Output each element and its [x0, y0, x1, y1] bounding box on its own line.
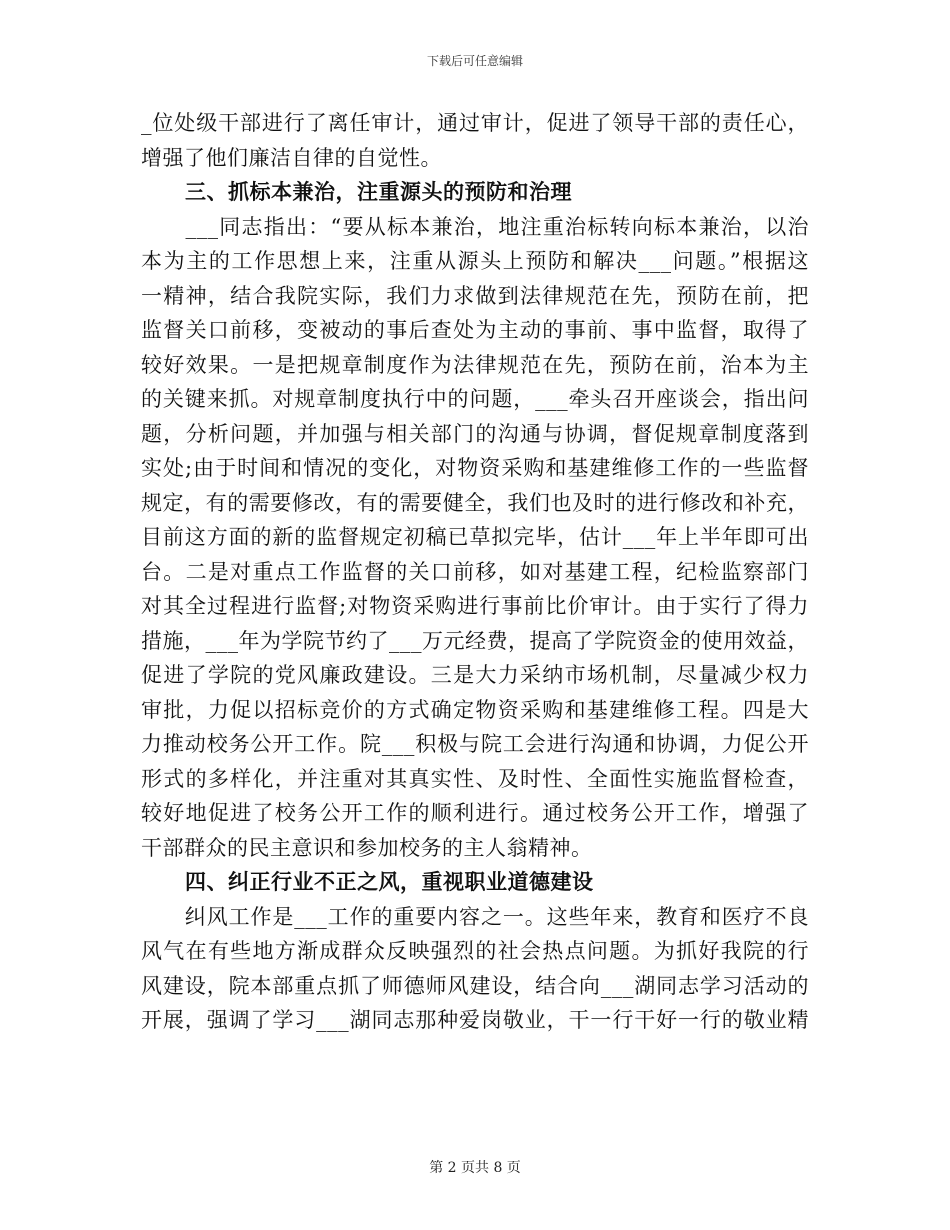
- text-line: _位处级干部进行了离任审计，通过审计，促进了领导干部的责任心，: [141, 111, 809, 135]
- text-line: 增强了他们廉洁自律的自觉性。: [141, 145, 442, 170]
- document-body: [141, 106, 809, 1038]
- text-line: 本为主的工作思想上来，注重从源头上预防和解决___问题。”根据这: [141, 249, 809, 273]
- text-line: ___同志指出：“要从标本兼治，地注重治标转向标本兼治，以治: [141, 214, 809, 239]
- text-line: 较好地促进了校务公开工作的顺利进行。通过校务公开工作，增强了: [141, 801, 809, 825]
- text-line: 监督关口前移，变被动的事后查处为主动的事前、事中监督，取得了: [141, 318, 809, 342]
- text-line: 形式的多样化，并注重对其真实性、及时性、全面性实施监督检查，: [141, 766, 809, 791]
- text-line: 措施，___年为学院节约了___万元经费，提高了学院资金的使用效益，: [141, 628, 809, 653]
- page-footer: 第 2 页共 8 页: [429, 1160, 521, 1176]
- text-line: 台。二是对重点工作监督的关口前移，如对基建工程，纪检监察部门: [141, 559, 809, 584]
- text-line: 实处;由于时间和情况的变化，对物资采购和基建维修工作的一些监督: [141, 456, 809, 480]
- text-line: 开展，强调了学习___湖同志那种爱岗敬业，干一行干好一行的敬业精: [141, 1008, 809, 1032]
- section-heading: 四、纠正行业不正之风，重视职业道德建设: [185, 869, 594, 894]
- text-line: 目前这方面的新的监督规定初稿已草拟完毕，估计___年上半年即可出: [141, 525, 809, 549]
- text-line: 力推动校务公开工作。院___积极与院工会进行沟通和协调，力促公开: [141, 732, 809, 756]
- text-line: 风气在有些地方渐成群众反映强烈的社会热点问题。为抓好我院的行: [141, 939, 809, 963]
- text-line: 的关键来抓。对规章制度执行中的问题，___牵头召开座谈会，指出问: [141, 387, 809, 411]
- text-line: 风建设，院本部重点抓了师德师风建设，结合向___湖同志学习活动的: [141, 973, 809, 998]
- text-line: 促进了学院的党风廉政建设。三是大力采纳市场机制，尽量减少权力: [141, 663, 809, 687]
- section-heading: 三、抓标本兼治，注重源头的预防和治理: [185, 179, 572, 204]
- text-line: 干部群众的民主意识和参加校务的主人翁精神。: [141, 835, 593, 860]
- text-line: 较好效果。一是把规章制度作为法律规范在先，预防在前，治本为主: [141, 352, 809, 377]
- text-line: 审批，力促以招标竞价的方式确定物资采购和基建维修工程。四是大: [141, 697, 809, 722]
- text-line: 规定，有的需要修改，有的需要健全，我们也及时的进行修改和补充，: [141, 490, 809, 515]
- page-header: 下载后可任意编辑: [426, 54, 523, 68]
- text-line: 纠风工作是___工作的重要内容之一。这些年来，教育和医疗不良: [141, 904, 809, 929]
- text-line: 题，分析问题，并加强与相关部门的沟通与协调，督促规章制度落到: [141, 421, 809, 446]
- text-line: 对其全过程进行监督;对物资采购进行事前比价审计。由于实行了得力: [141, 594, 809, 618]
- text-line: 一精神，结合我院实际，我们力求做到法律规范在先，预防在前，把: [141, 283, 809, 308]
